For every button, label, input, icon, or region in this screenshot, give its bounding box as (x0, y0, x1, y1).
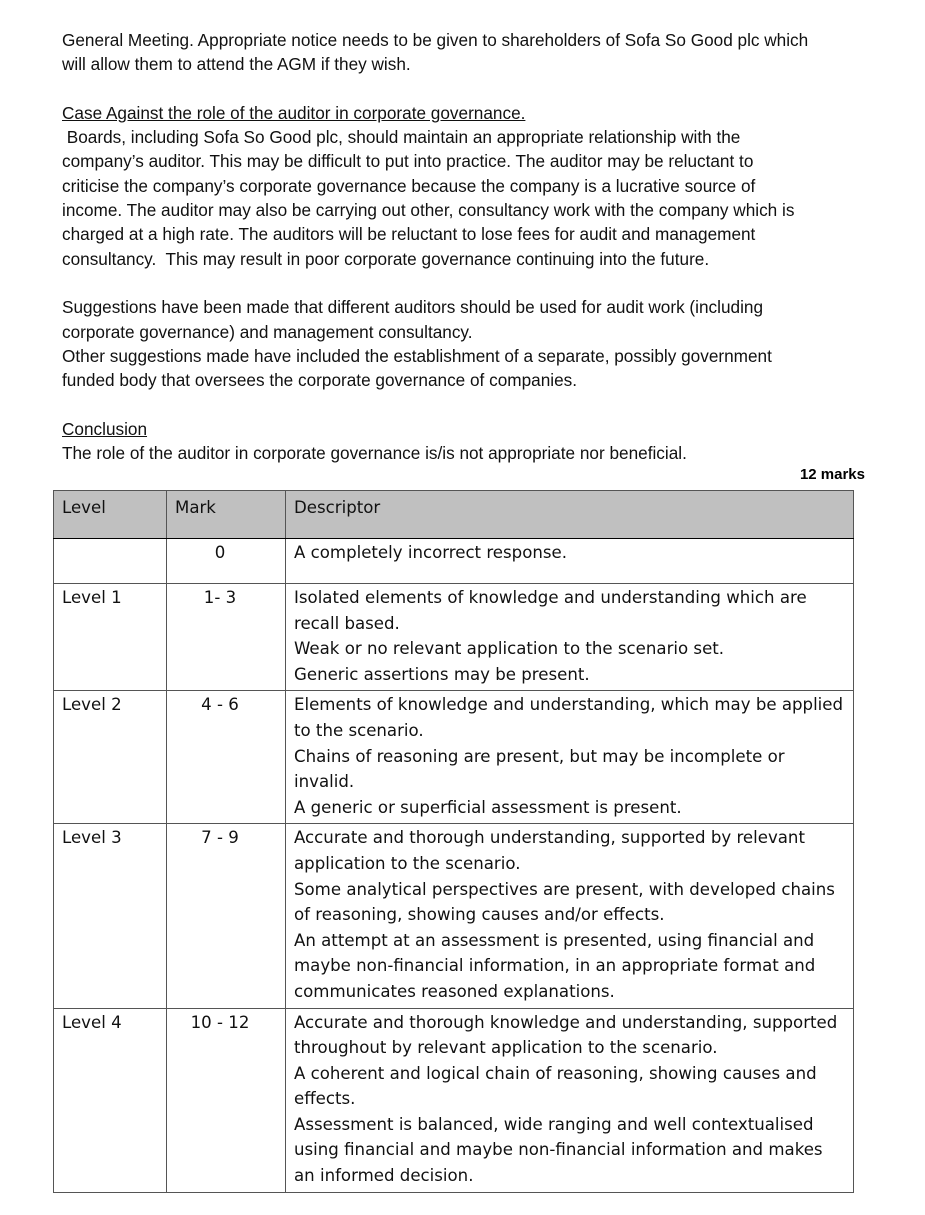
descriptor-cell (286, 824, 854, 1008)
table-row (54, 1008, 854, 1192)
suggestions-line: corporate governance) and management consultancy. (62, 321, 473, 342)
suggestions-line: Suggestions have been made that different auditors should be used for audit work (including (62, 297, 764, 318)
mark-cell: 1- 3 (167, 584, 286, 691)
mark-cell: 4 - 6 (167, 691, 286, 824)
level-cell: Level 2 (54, 691, 167, 824)
case-against-line: criticise the company’s corporate governance because the company is a lucrative source of (62, 175, 756, 196)
case-against-line: company’s auditor. This may be difficult to put into practice. The auditor may be reluctant to (62, 151, 754, 172)
total-marks: 12 marks (799, 466, 865, 483)
mark-scheme-table (53, 490, 854, 1193)
descriptor-line: Accurate and thorough knowledge and understanding, supported throughout by relevant application to the scenario. (294, 1012, 838, 1058)
header-mark: Mark (167, 491, 286, 539)
document-body (62, 28, 872, 465)
conclusion-text: The role of the auditor in corporate governance is/is not appropriate nor beneficial. (62, 443, 687, 464)
table-row (54, 691, 854, 824)
descriptor-line: Elements of knowledge and understanding, which may be applied to the scenario. (294, 695, 844, 740)
case-against-heading: Case Against the role of the auditor in corporate governance. (62, 102, 526, 123)
descriptor-line: A completely incorrect response. (294, 543, 567, 562)
descriptor-line: Isolated elements of knowledge and understanding which are recall based. (294, 588, 807, 633)
case-against-line: Boards, including Sofa So Good plc, should maintain an appropriate relationship with the (62, 127, 741, 148)
table-row (54, 584, 854, 691)
header-level: Level (54, 491, 167, 539)
case-against-line: consultancy. This may result in poor corporate governance continuing into the future. (62, 248, 710, 269)
header-descriptor: Descriptor (286, 491, 854, 539)
level-cell (54, 539, 167, 584)
case-against-line: charged at a high rate. The auditors will be reluctant to lose fees for audit and management (62, 224, 756, 245)
descriptor-line: Weak or no relevant application to the scenario set. (294, 639, 725, 659)
descriptor-line: Generic assertions may be present. (294, 664, 590, 684)
descriptor-line: Assessment is balanced, wide ranging and well contextualised using financial and maybe non-financial information and makes an informed decision. (294, 1114, 823, 1186)
mark-cell: 0 (167, 539, 286, 584)
intro-line-2: will allow them to attend the AGM if they wish. (62, 54, 411, 75)
descriptor-line: An attempt at an assessment is presented, using financial and maybe non-financial information, in an appropriate format and communicates reasoned explanations. (294, 930, 816, 1001)
table-row (54, 824, 854, 1008)
descriptor-line: Accurate and thorough understanding, supported by relevant application to the scenario. (294, 828, 805, 873)
descriptor-cell (286, 539, 854, 584)
conclusion-heading: Conclusion (62, 418, 148, 439)
descriptor-line: A generic or superficial assessment is present. (294, 797, 682, 817)
table-header-row (54, 491, 854, 539)
table-row (54, 539, 854, 584)
suggestions-line: funded body that oversees the corporate governance of companies. (62, 370, 578, 391)
descriptor-line: Chains of reasoning are present, but may be incomplete or invalid. (294, 746, 785, 792)
descriptor-cell (286, 691, 854, 824)
level-cell: Level 1 (54, 584, 167, 691)
descriptor-cell (286, 1008, 854, 1192)
level-cell: Level 3 (54, 824, 167, 1008)
level-cell: Level 4 (54, 1008, 167, 1192)
descriptor-line: Some analytical perspectives are present, with developed chains of reasoning, showing causes and/or effects. (294, 879, 835, 925)
descriptor-line: A coherent and logical chain of reasoning, showing causes and effects. (294, 1063, 817, 1109)
intro-line-1: General Meeting. Appropriate notice needs to be given to shareholders of Sofa So Good plc which (62, 30, 809, 50)
mark-cell: 10 - 12 (167, 1008, 286, 1192)
mark-cell: 7 - 9 (167, 824, 286, 1008)
suggestions-line: Other suggestions made have included the establishment of a separate, possibly government (62, 345, 772, 366)
descriptor-cell (286, 584, 854, 691)
case-against-line: income. The auditor may also be carrying out other, consultancy work with the company which is (62, 200, 795, 221)
